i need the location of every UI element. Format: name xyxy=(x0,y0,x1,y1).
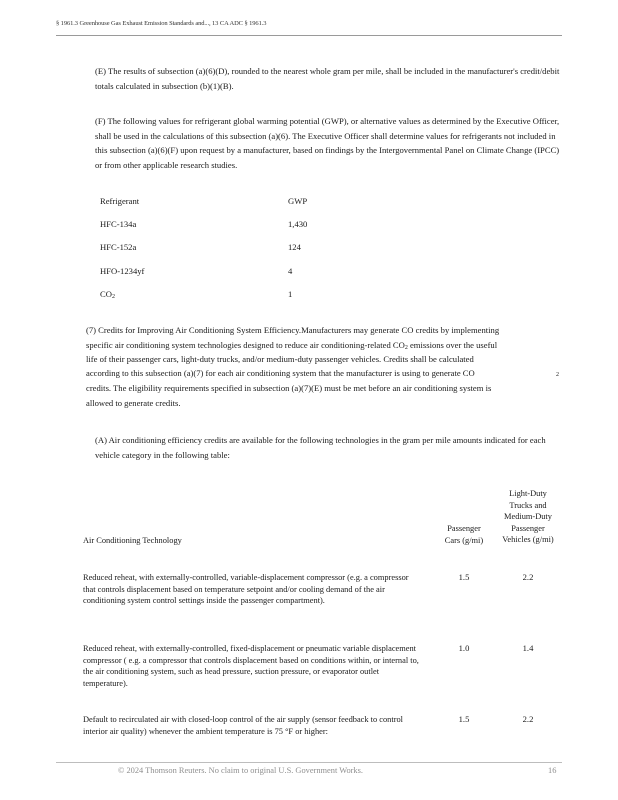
ac-technology-cell: Default to recirculated air with closed-loop control of the air supply (sensor feedback to control interior air quality) whenever the ambient temperature is 75 °F or higher: xyxy=(83,715,404,736)
ac-technology-cell: Reduced reheat, with externally-controlled, fixed-displacement or pneumatic variable displacement compressor ( e.g. a compressor that controls displacement based on conditions within, or internal to, the air conditioning system, such as head pressure, suction pressure, or evaporator outlet temperature). xyxy=(83,644,419,688)
ac-light-truck-credit: 1.4 xyxy=(522,643,534,653)
footer-copyright: © 2024 Thomson Reuters. No claim to original U.S. Government Works. xyxy=(118,766,363,775)
gwp-header-refrigerant: Refrigerant xyxy=(100,196,140,206)
paragraph-a: (A) Air conditioning efficiency credits are available for the following technologies in the gram per mile amounts indicated for each vehicle category in the following table: xyxy=(95,435,546,460)
footer-divider xyxy=(56,762,562,763)
paragraph-e: (E) The results of subsection (a)(6)(D), rounded to the nearest whole gram per mile, shall be included in the manufacturer's credit/debit totals calculated in subsection (b)(1)(B). xyxy=(95,66,560,91)
ac-col-header-technology: Air Conditioning Technology xyxy=(83,536,182,545)
ac-col-header-passenger-cars: Passenger Cars (g/mi) xyxy=(444,524,484,545)
paragraph-f: (F) The following values for refrigerant global warming potential (GWP), or alternative values as determined by the Executive Officer, shall be used in the calculations of this subsection (a)(6). The Executive Officer shall determine values for refrigerants not included in this subsection (a)(6)(F) upon request by a manufacturer, based on findings by the Intergovernmental Panel on Climate Change (IPCC) or from other applicable research studies. xyxy=(95,116,560,170)
gwp-value-cell: 124 xyxy=(288,242,301,252)
ac-passenger-car-credit: 1.5 xyxy=(458,572,470,582)
gwp-refrigerant-cell: HFC-134a xyxy=(100,219,137,229)
gwp-refrigerant-cell: $CO_2$ xyxy=(100,289,115,300)
ac-technology-cell: Reduced reheat, with externally-controlled, variable-displacement compressor (e.g. a compressor that controls displacement based on temperature setpoint and/or cooling demand of the air conditioning system control settings inside the passenger compartment). xyxy=(83,573,409,605)
ac-col-header-light-duty-trucks: Light-Duty Trucks and Medium-Duty Passenger Vehicles (g/mi) xyxy=(502,489,554,544)
gwp-refrigerant-cell: HFC-152a xyxy=(100,242,137,252)
running-head: § 1961.3 Greenhouse Gas Exhaust Emission Standards and..., 13 CA ADC § 1961.3 xyxy=(56,20,267,27)
gwp-value-cell: 4 xyxy=(288,266,293,276)
gwp-header-value: GWP xyxy=(288,196,308,206)
page-number: 16 xyxy=(548,766,557,775)
ac-passenger-car-credit: 1.0 xyxy=(458,643,470,653)
ac-passenger-car-credit: 1.5 xyxy=(458,714,470,724)
ac-light-truck-credit: 2.2 xyxy=(522,714,534,724)
ac-light-truck-credit: 2.2 xyxy=(522,572,534,582)
gwp-refrigerant-cell: HFO-1234yf xyxy=(100,266,145,276)
gwp-value-cell: 1 xyxy=(288,289,293,299)
gwp-value-cell: 1,430 xyxy=(288,219,308,229)
paragraph-7-heading: (7) Credits for Improving Air Conditioning System Efficiency. xyxy=(86,325,302,335)
header-divider xyxy=(56,35,562,36)
